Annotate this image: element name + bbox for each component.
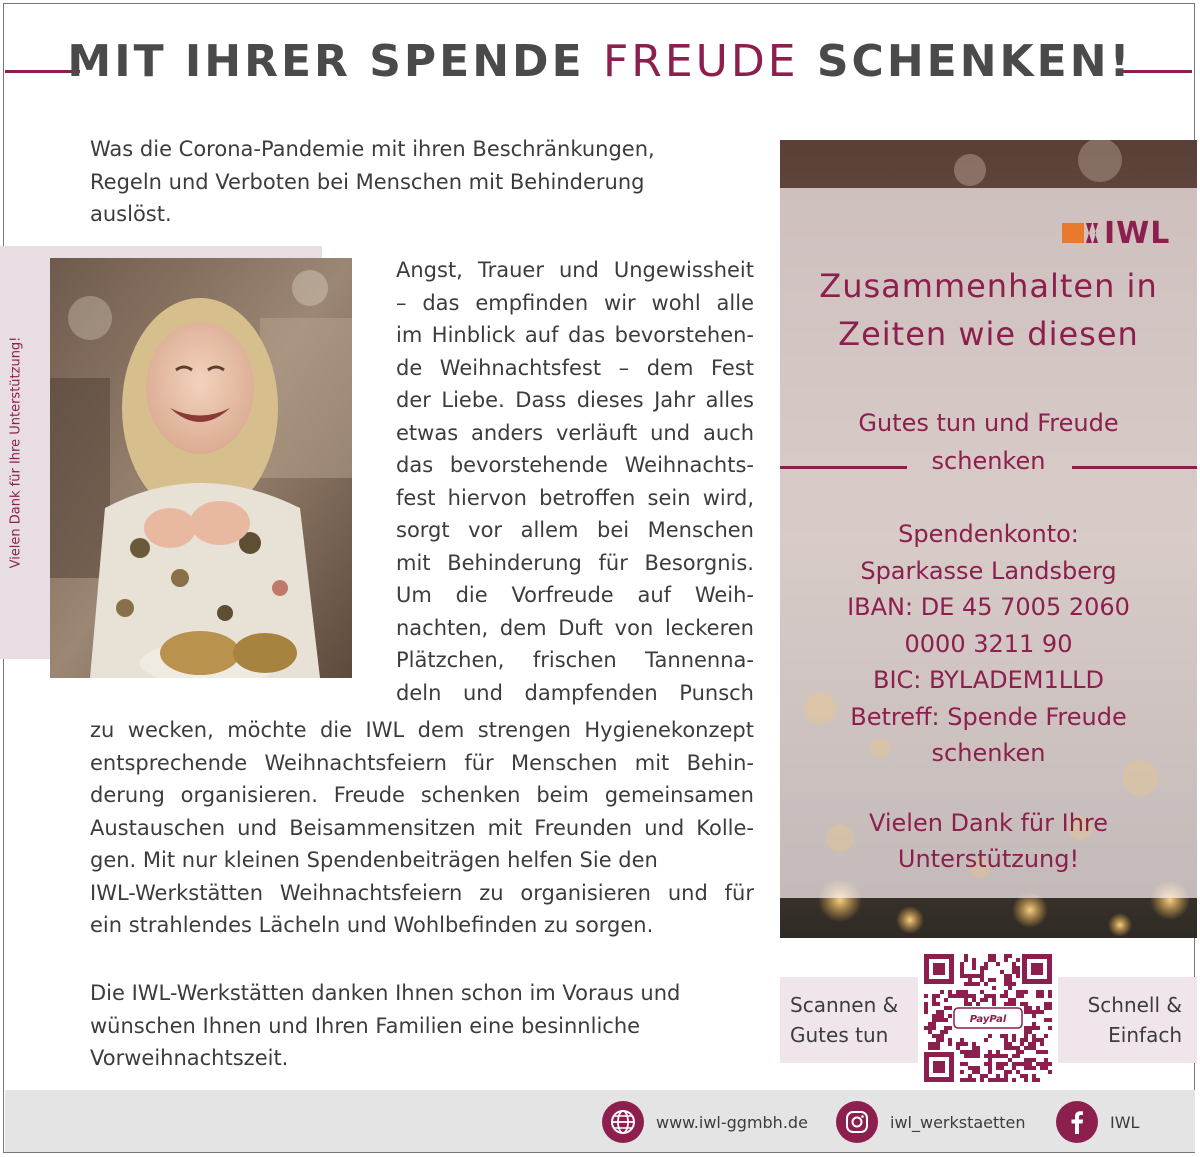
scan-left-line: Scannen & — [790, 993, 899, 1017]
panel-headline — [780, 262, 1197, 358]
story-line: etwas anders verläuft und auch — [396, 420, 754, 445]
panel-tagline-line: schenken — [931, 447, 1046, 475]
panel-thanks-line: Unterstützung! — [897, 845, 1080, 873]
vertical-thanks-label — [2, 246, 30, 659]
story-line: mit Behinderung für Besorgnis. — [396, 550, 754, 575]
story-line: Austauschen und Beisammensitzen mit Freunden und Kolle- — [90, 815, 754, 840]
website-link[interactable]: www.iwl-ggmbh.de — [656, 1112, 808, 1132]
scan-right-line: Einfach — [1108, 1023, 1182, 1047]
story-line: Plätzchen, frischen Tannenna- — [396, 648, 754, 672]
smiling-woman-photo — [50, 258, 352, 678]
story-line: IWL-Werkstätten Weihnachtsfeiern zu organisieren und für — [90, 880, 754, 905]
bic-line: BIC: BYLADEM1LLD — [872, 666, 1104, 694]
story-line: derung organisieren. Freude schenken beim gemeinsamen — [90, 783, 754, 807]
intro-line: Regeln und Verboten bei Menschen mit Behinderung — [90, 169, 645, 194]
iwl-logo-mark-icon — [1062, 221, 1098, 245]
story-line: der Liebe. Dass dieses Jahr alles — [396, 388, 754, 412]
panel-divider-left — [780, 466, 907, 469]
iwl-logo-text: IWL — [1104, 215, 1171, 251]
panel-headline-line: Zeiten wie diesen — [838, 315, 1139, 353]
story-line: de Weihnachtsfest – dem Fest — [396, 355, 754, 380]
story-line: nachten, dem Duft von leckeren — [396, 615, 754, 640]
qr-code-icon — [918, 948, 1058, 1088]
story-line: sorgt vor allem bei Menschen — [396, 518, 754, 542]
story-line: im Hinblick auf das bevorstehen- — [396, 323, 754, 347]
intro-paragraph — [90, 133, 730, 231]
instagram-icon — [836, 1101, 878, 1143]
scan-right-line: Schnell & — [1087, 993, 1182, 1017]
title-accent: FREUDE — [602, 36, 799, 87]
vertical-thanks-text: Vielen Dank für Ihre Unterstützung! — [8, 336, 24, 569]
reference-line: schenken — [931, 739, 1046, 767]
panel-divider-right — [1072, 466, 1197, 469]
story-line: fest hiervon betroffen sein wird, — [396, 485, 754, 510]
story-line: ein strahlendes Lächeln und Wohlbefinden zu sorgen. — [90, 913, 654, 937]
bank-detail-line: Sparkasse Landsberg — [860, 556, 1117, 585]
footer-website[interactable] — [602, 1101, 808, 1143]
footer-facebook[interactable] — [1056, 1101, 1139, 1143]
page-title — [0, 36, 1200, 87]
story-column — [396, 254, 754, 709]
story-line: Angst, Trauer und Ungewissheit — [396, 258, 754, 282]
iban-line: 0000 3211 90 — [904, 629, 1073, 658]
story-line: das bevorstehende Weihnachts- — [396, 453, 754, 477]
facebook-icon — [1056, 1101, 1098, 1143]
bank-details — [780, 516, 1197, 772]
facebook-link[interactable]: IWL — [1110, 1112, 1140, 1132]
panel-thanks — [780, 805, 1197, 877]
reference-line: Betreff: Spende Freude — [850, 702, 1127, 731]
story-line: Um die Vorfreude auf Weih- — [396, 583, 754, 607]
story-line: gen. Mit nur kleinen Spendenbeiträgen helfen Sie den — [90, 848, 658, 872]
story-line: – das empfinden wir wohl alle — [396, 290, 754, 315]
iban-line: IBAN: DE 45 7005 2060 — [847, 593, 1130, 621]
story-line: deln und dampfenden Punsch — [396, 680, 754, 705]
scan-right-label — [1070, 990, 1182, 1050]
story-line: zu wecken, möchte die IWL dem strengen Hygienekonzept — [90, 718, 754, 742]
paypal-label: PayPal — [969, 1014, 1007, 1025]
intro-line: auslöst. — [90, 202, 172, 226]
instagram-link[interactable]: iwl_werkstaetten — [890, 1112, 1026, 1132]
story-continuation — [90, 714, 754, 942]
iwl-logo — [1062, 216, 1187, 250]
closing-line: wünschen Ihnen und Ihren Familien eine besinnliche — [90, 1013, 641, 1038]
closing-paragraph — [90, 977, 750, 1075]
closing-line: Vorweihnachtszeit. — [90, 1046, 289, 1070]
title-part-1: MIT IHRER SPENDE — [67, 36, 585, 87]
panel-tagline-line: Gutes tun und Freude — [858, 409, 1119, 437]
closing-line: Die IWL-Werkstätten danken Ihnen schon im Voraus und — [90, 981, 681, 1005]
intro-line: Was die Corona-Pandemie mit ihren Beschränkungen, — [90, 137, 655, 161]
footer-instagram[interactable] — [836, 1101, 1026, 1143]
panel-headline-line: Zusammenhalten in — [819, 267, 1158, 305]
title-part-2: SCHENKEN! — [816, 36, 1133, 87]
scan-left-line: Gutes tun — [790, 1023, 889, 1047]
panel-thanks-line: Vielen Dank für Ihre — [868, 809, 1109, 837]
globe-icon — [602, 1101, 644, 1143]
paypal-qr-code[interactable] — [918, 948, 1058, 1088]
bank-detail-line: Spendenkonto: — [898, 520, 1079, 548]
story-line: entsprechende Weihnachtsfeiern für Menschen mit Behin- — [90, 750, 754, 775]
scan-left-label — [790, 990, 898, 1050]
